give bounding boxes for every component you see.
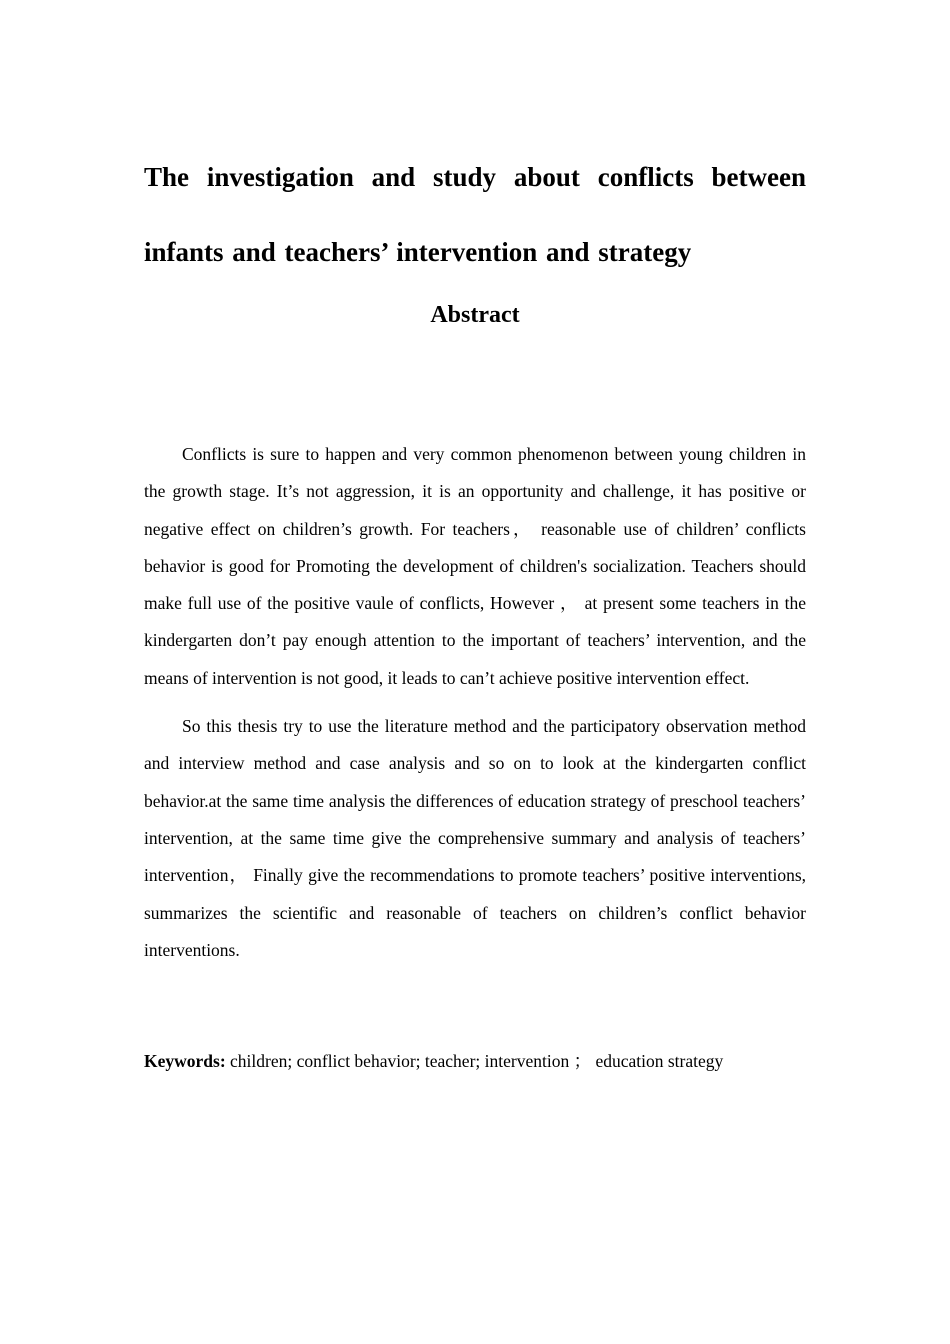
keywords-list: children; conflict behavior; teacher; intervention ； education strategy — [225, 1051, 724, 1071]
abstract-heading: Abstract — [430, 302, 520, 328]
keywords-label: Keywords: — [144, 1051, 226, 1071]
abstract-body — [144, 436, 806, 980]
abstract-paragraph-1: Conflicts is sure to happen and very common phenomenon between young children in the growth stage. It’s not aggression, it is an opportunity and challenge, it has positive or negative effect on children’s growth. For teachers， reasonable use of children’ conflicts behavior is good for Promoting the development of children's socialization. Teachers should make full use of the positive vaule of conflicts, However ， at present some teachers in the kindergarten don’t pay enough attention to the important of teachers’ intervention, and the means of intervention is not good, it leads to can’t achieve positive intervention effect. — [144, 444, 806, 688]
abstract-paragraph-2: So this thesis try to use the literature method and the participatory observation method and interview method and case analysis and so on to look at the kindergarten conflict behavior.at the same time analysis the differences of education strategy of preschool teachers’ intervention, at the same time give the comprehensive summary and analysis of teachers’ intervention， Finally give the recommendations to promote teachers’ positive interventions, summarizes the scientific and reasonable of teachers on children’s conflict behavior interventions. — [144, 716, 806, 960]
keywords-line — [144, 1044, 806, 1078]
paper-title: The investigation and study about conflicts between infants and teachers’ intervention and strategy — [144, 162, 806, 267]
